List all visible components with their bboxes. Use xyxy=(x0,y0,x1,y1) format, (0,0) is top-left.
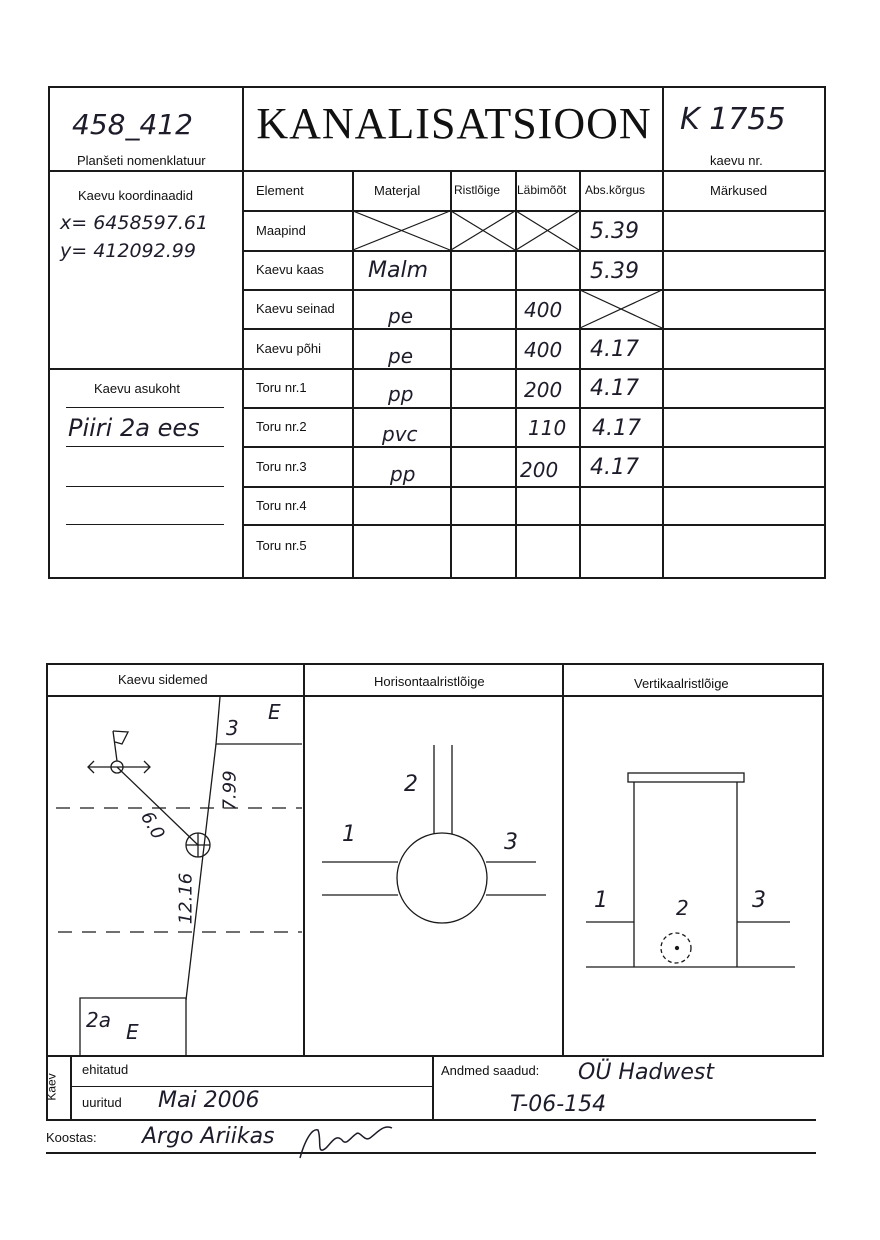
table-row-element: Kaevu seinad xyxy=(256,301,335,316)
table-cell-abs: 5.39 xyxy=(590,219,639,244)
table-cell-abs: 4.17 xyxy=(590,337,639,362)
table-cell-materjal: pp xyxy=(388,382,414,406)
table-row-element: Toru nr.2 xyxy=(256,419,307,434)
col-header-abs-korgus: Abs.kõrgus xyxy=(585,183,646,197)
table-row-element: Toru nr.3 xyxy=(256,459,307,474)
kaev-side-label: Kaev xyxy=(44,1073,59,1101)
uuritud-label: uuritud xyxy=(82,1095,122,1110)
sidemed-plot: 2a xyxy=(86,1008,111,1032)
table-cell-materjal: Malm xyxy=(368,258,429,283)
coordinate-x: x= 6458597.61 xyxy=(60,212,209,234)
uuritud-value: Mai 2006 xyxy=(158,1088,260,1113)
sidemed-distance-3: 12.16 xyxy=(175,872,197,925)
coordinates-label: Kaevu koordinaadid xyxy=(78,188,193,203)
kaevu-nr-value: K 1755 xyxy=(680,102,786,137)
col-header-materjal: Materjal xyxy=(374,183,421,198)
table-cell-abs: 4.17 xyxy=(590,455,639,480)
location-label: Kaevu asukoht xyxy=(94,381,181,396)
table-cell-abs: 4.17 xyxy=(590,376,639,401)
page-title: KANALISATSIOON xyxy=(256,99,652,148)
coordinate-y: y= 412092.99 xyxy=(60,240,196,262)
koostas-name: Argo Ariikas xyxy=(142,1124,275,1149)
col-header-element: Element xyxy=(256,183,304,198)
horisontaal-pipe-3: 3 xyxy=(504,830,518,855)
ehitatud-label: ehitatud xyxy=(82,1062,129,1077)
table-cell-abs: 5.39 xyxy=(590,259,639,284)
location-value: Piiri 2a ees xyxy=(68,414,200,442)
table-cell-materjal: pvc xyxy=(382,422,418,446)
horisontaal-pipe-1: 1 xyxy=(342,822,356,847)
table-row-element: Kaevu kaas xyxy=(256,262,324,277)
table-cell-labimoot: 110 xyxy=(528,416,567,440)
vertikaal-label: Vertikaalristlõige xyxy=(634,676,729,691)
andmed-label: Andmed saadud: xyxy=(441,1063,540,1078)
sidemed-label: Kaevu sidemed xyxy=(118,672,208,687)
koostas-label: Koostas: xyxy=(46,1130,97,1145)
horisontaal-pipe-2: 2 xyxy=(404,772,418,797)
andmed-company: OÜ Hadwest xyxy=(578,1060,715,1085)
vertikaal-pipe-1: 1 xyxy=(594,888,608,913)
table-cell-abs: 4.17 xyxy=(592,416,641,441)
sidemed-e-top: E xyxy=(268,700,281,724)
kaevu-nr-label: kaevu nr. xyxy=(710,153,763,168)
table-cell-labimoot: 400 xyxy=(524,338,563,362)
table-row-element: Maapind xyxy=(256,223,306,238)
col-header-ristloige: Ristlõige xyxy=(454,183,501,197)
col-header-labimoot: Läbimõõt xyxy=(517,183,567,197)
col-header-markused: Märkused xyxy=(710,183,768,198)
vertikaal-pipe-3: 3 xyxy=(752,888,766,913)
nomenklatuur-label: Planšeti nomenklatuur xyxy=(77,153,206,168)
table-row-element: Toru nr.5 xyxy=(256,538,307,553)
table-cell-labimoot: 400 xyxy=(524,298,563,322)
sidemed-distance-1: 7.99 xyxy=(219,770,241,811)
andmed-code: T-06-154 xyxy=(510,1092,607,1117)
horisontaal-label: Horisontaalristlõige xyxy=(374,674,485,689)
table-cell-materjal: pp xyxy=(390,462,416,486)
table-row-element: Toru nr.1 xyxy=(256,380,307,395)
sidemed-distance-2: 6.0 xyxy=(136,807,169,844)
table-cell-materjal: pe xyxy=(388,304,413,328)
nomenklatuur-value: 458_412 xyxy=(72,108,193,141)
sidemed-e-bottom: E xyxy=(126,1020,139,1044)
table-row-element: Toru nr.4 xyxy=(256,498,307,513)
table-cell-labimoot: 200 xyxy=(520,458,559,482)
vertikaal-pipe-2: 2 xyxy=(676,896,689,920)
table-row-element: Kaevu põhi xyxy=(256,341,322,356)
sidemed-n3: 3 xyxy=(226,716,239,740)
table-cell-labimoot: 200 xyxy=(524,378,563,402)
table-cell-materjal: pe xyxy=(388,344,413,368)
